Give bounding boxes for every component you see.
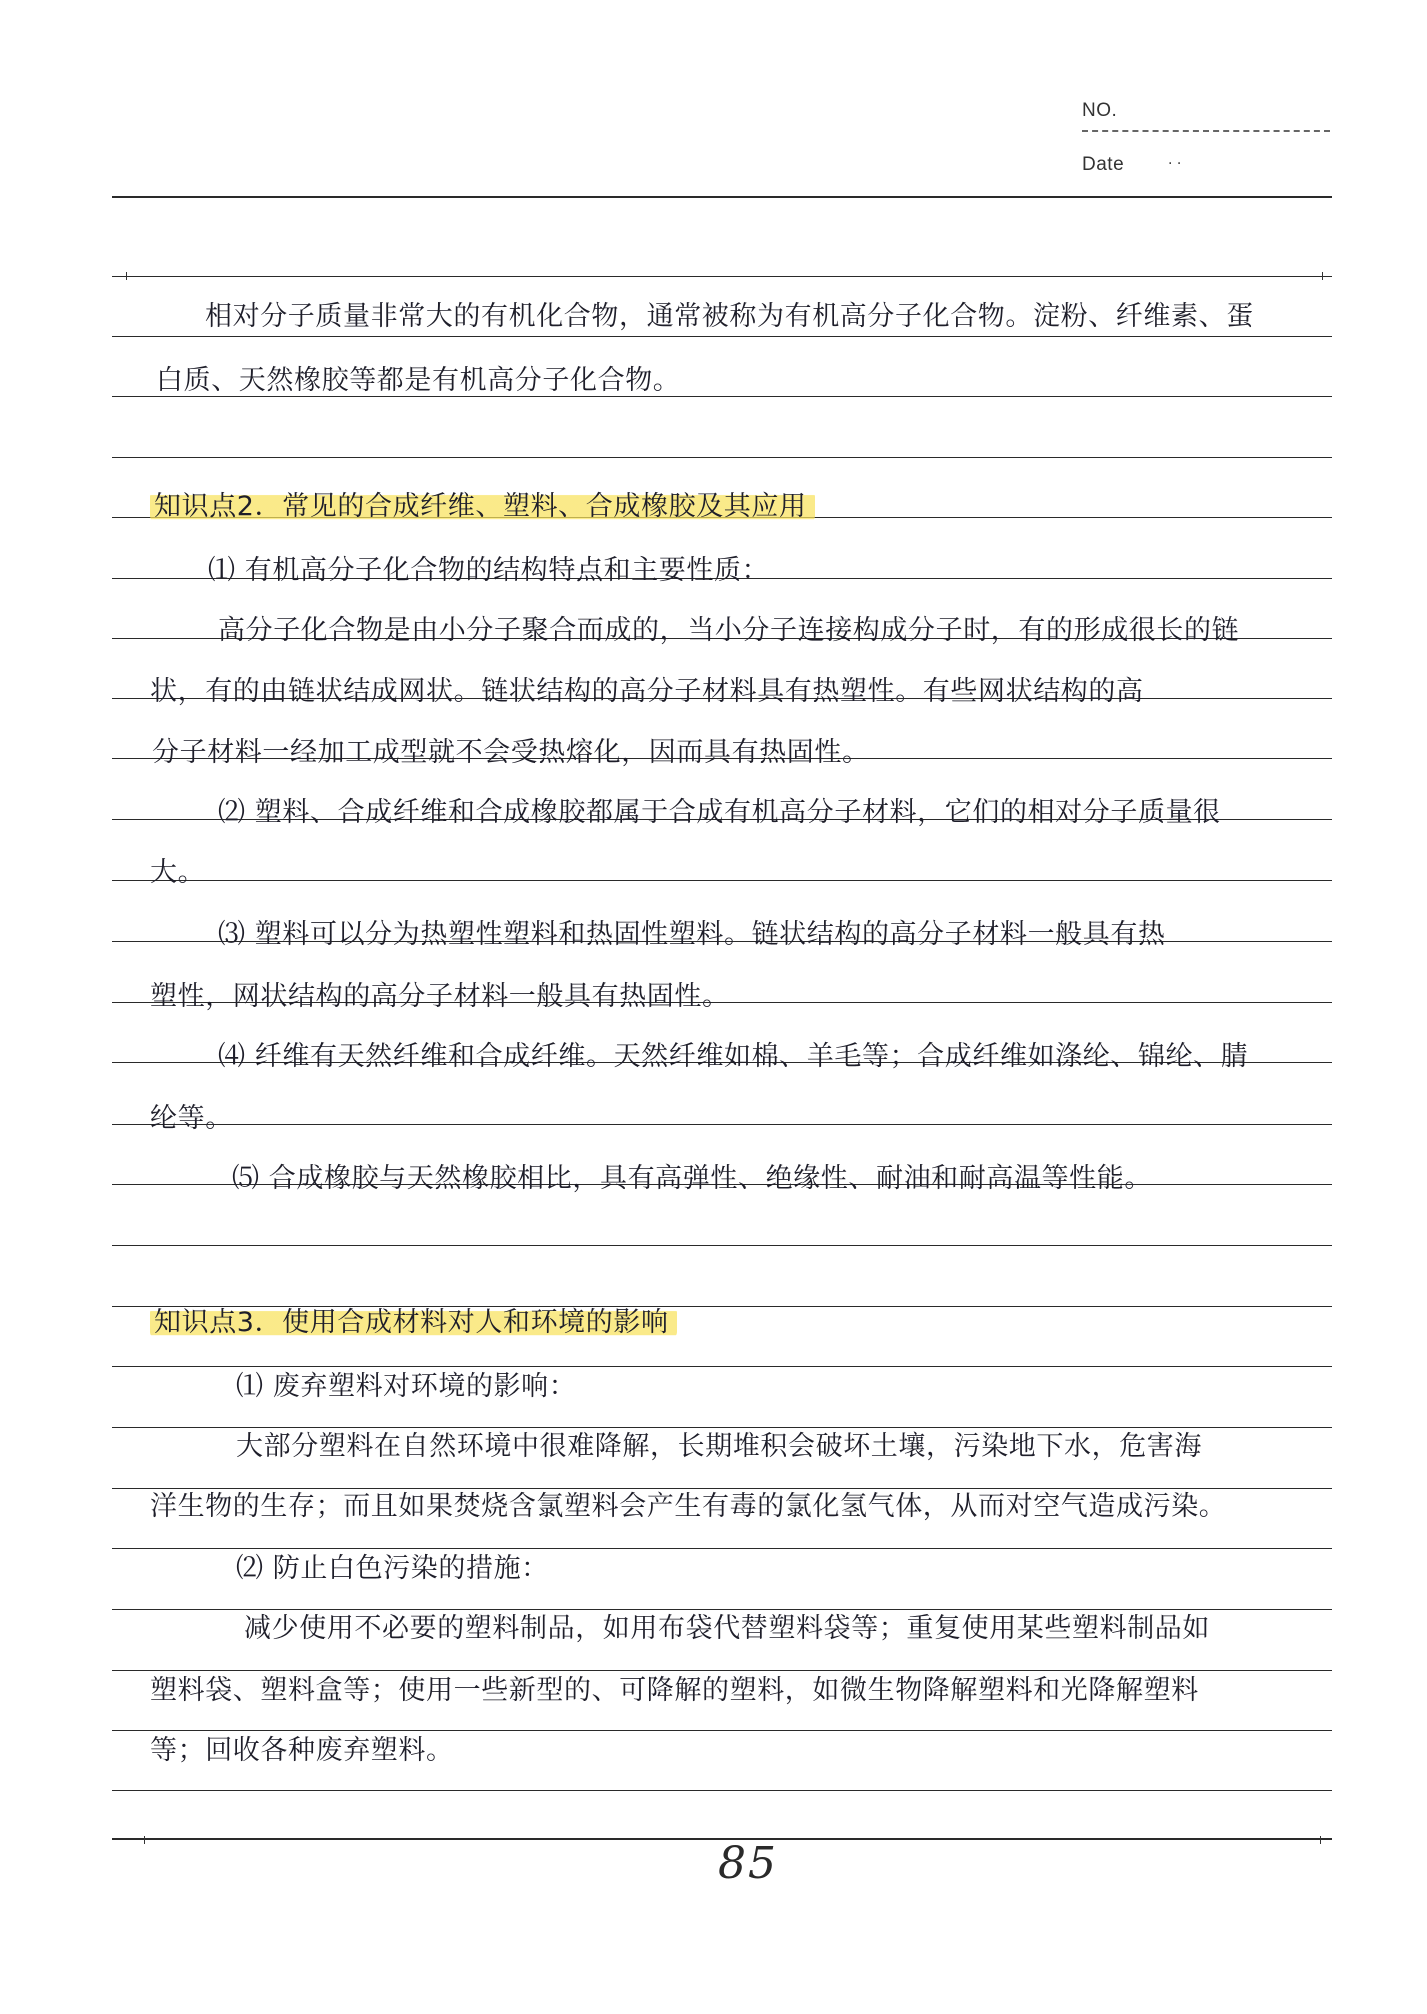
text-line: ⑵ 防止白色污染的措施： bbox=[236, 1553, 549, 1584]
no-label: NO. bbox=[1082, 100, 1118, 121]
text-line: ⑷ 纤维有天然纤维和合成纤维。天然纤维如棉、羊毛等；合成纤维如涤纶、锦纶、腈 bbox=[218, 1041, 1249, 1072]
text-line: 大部分塑料在自然环境中很难降解，长期堆积会破坏土壤，污染地下水，危害海 bbox=[236, 1431, 1202, 1462]
ruled-line bbox=[112, 457, 1332, 458]
ruled-line bbox=[112, 1548, 1332, 1549]
section-heading-3-text: 知识点3．使用合成材料对人和环境的影响 bbox=[150, 1307, 677, 1338]
date-label: Date bbox=[1082, 154, 1125, 175]
ruled-line bbox=[112, 880, 1332, 881]
ruled-line bbox=[112, 1609, 1332, 1610]
text-line: 分子材料一经加工成型就不会受热熔化，因而具有热固性。 bbox=[152, 737, 870, 768]
text-line: 塑料袋、塑料盒等；使用一些新型的、可降解的塑料，如微生物降解塑料和光降解塑料 bbox=[150, 1675, 1199, 1706]
text-line: 大。 bbox=[150, 857, 206, 888]
section-heading-2-text: 知识点2．常见的合成纤维、塑料、合成橡胶及其应用 bbox=[150, 491, 815, 522]
ruled-line bbox=[112, 1790, 1332, 1791]
ruled-line bbox=[112, 276, 1332, 277]
section-heading-3 bbox=[150, 1306, 677, 1340]
ruled-line bbox=[112, 1488, 1332, 1489]
text-line: 塑性，网状结构的高分子材料一般具有热固性。 bbox=[150, 981, 730, 1012]
text-line: 纶等。 bbox=[150, 1103, 233, 1134]
ruled-line bbox=[112, 1124, 1332, 1125]
ruled-line bbox=[112, 1245, 1332, 1246]
text-line: ⑴ 废弃塑料对环境的影响： bbox=[236, 1371, 577, 1402]
rule-tick bbox=[1322, 272, 1323, 280]
header-rule bbox=[112, 196, 1332, 198]
no-dashed-line bbox=[1082, 130, 1330, 132]
text-line: 洋生物的生存；而且如果焚烧含氯塑料会产生有毒的氯化氢气体，从而对空气造成污染。 bbox=[150, 1491, 1227, 1522]
rule-tick bbox=[1320, 1836, 1321, 1844]
text-line: ⑵ 塑料、合成纤维和合成橡胶都属于合成有机高分子材料，它们的相对分子质量很 bbox=[218, 797, 1221, 828]
text-line: ⑸ 合成橡胶与天然橡胶相比，具有高弹性、绝缘性、耐油和耐高温等性能。 bbox=[232, 1163, 1152, 1194]
text-line: 等；回收各种废弃塑料。 bbox=[150, 1735, 454, 1766]
section-heading-2 bbox=[150, 490, 815, 524]
text-line: ⑴ 有机高分子化合物的结构特点和主要性质： bbox=[208, 555, 770, 586]
date-dots: · · bbox=[1168, 156, 1182, 172]
text-line: 高分子化合物是由小分子聚合而成的，当小分子连接构成分子时，有的形成很长的链 bbox=[218, 615, 1240, 646]
text-line: ⑶ 塑料可以分为热塑性塑料和热固性塑料。链状结构的高分子材料一般具有热 bbox=[218, 919, 1166, 950]
ruled-line bbox=[112, 1670, 1332, 1671]
text-line: 状，有的由链状结成网状。链状结构的高分子材料具有热塑性。有些网状结构的高 bbox=[150, 676, 1144, 707]
rule-tick bbox=[126, 272, 127, 280]
ruled-line bbox=[112, 1366, 1332, 1367]
text-line: 相对分子质量非常大的有机化合物，通常被称为有机高分子化合物。淀粉、纤维素、蛋 bbox=[205, 301, 1254, 332]
rule-tick bbox=[144, 1836, 145, 1844]
text-line: 白质、天然橡胶等都是有机高分子化合物。 bbox=[156, 365, 681, 396]
text-line: 减少使用不必要的塑料制品，如用布袋代替塑料袋等；重复使用某些塑料制品如 bbox=[244, 1613, 1210, 1644]
ruled-line bbox=[112, 336, 1332, 337]
ruled-line bbox=[112, 1730, 1332, 1731]
page-number: 85 bbox=[718, 1838, 778, 1889]
ruled-line bbox=[112, 1427, 1332, 1428]
